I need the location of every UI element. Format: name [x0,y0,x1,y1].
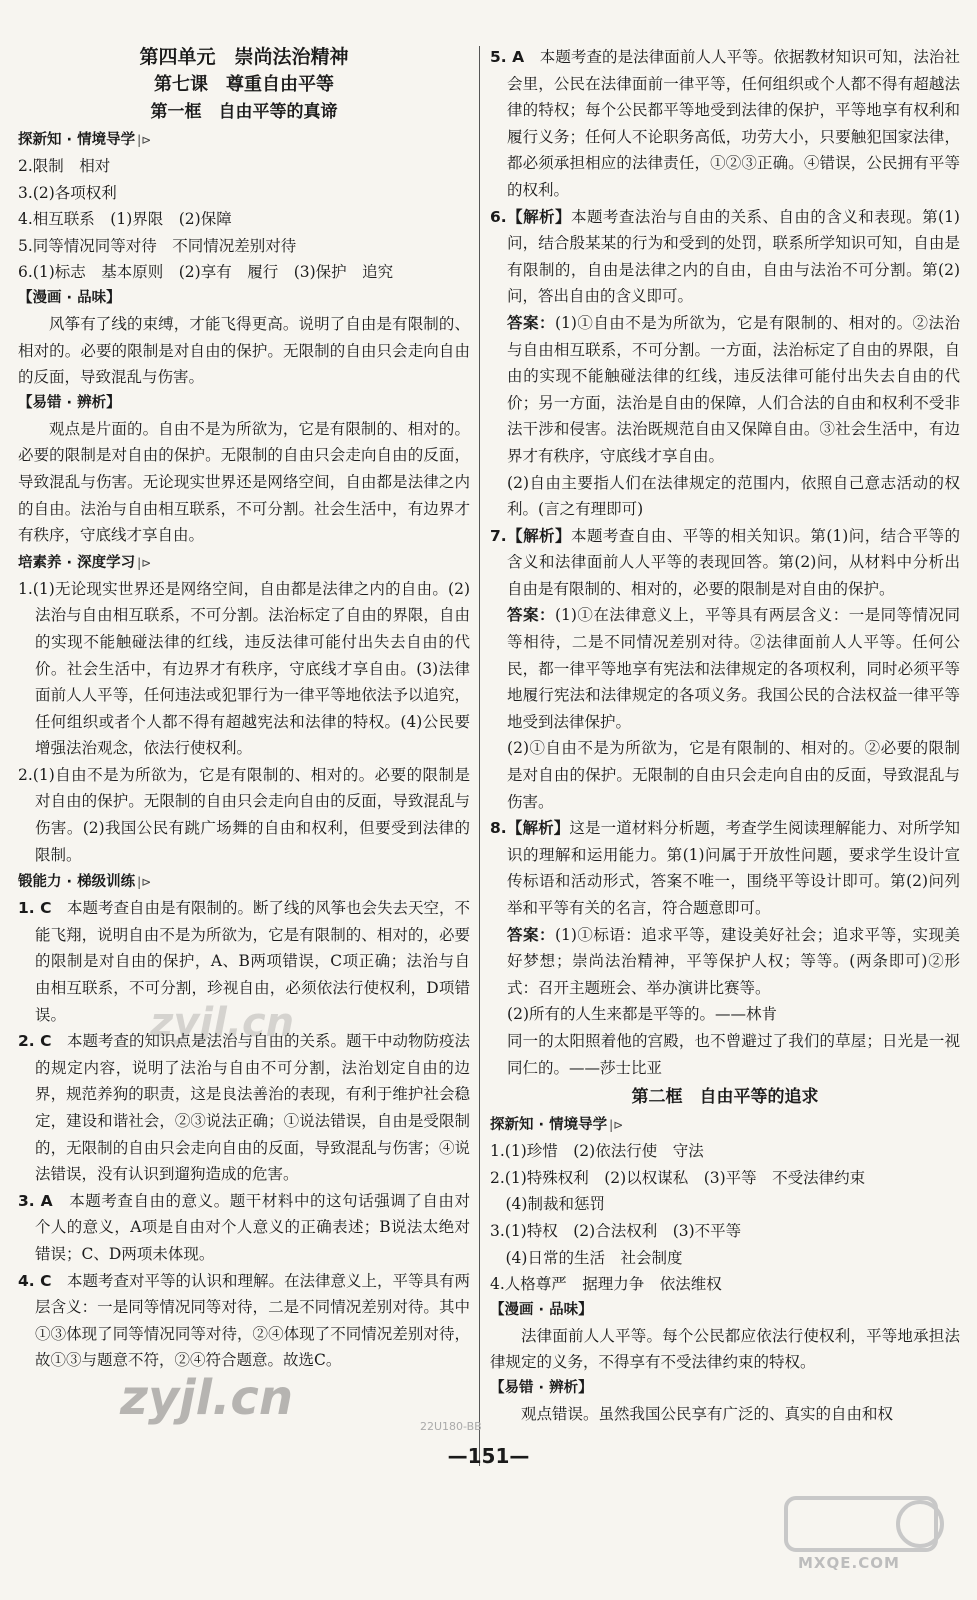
analysis-text: 本题考查法治与自由的关系、自由的含义和表现。第(1)问，结合殷某某的行为和受到的处罚，联系所学知识可知，自由是有限制的，自由是法律之内的自由，自由与法治不可分割。第(2)问，答出自由的含义即可。 [507,207,960,306]
list-item: 4.人格尊严 据理力争 依法维权 [490,1275,722,1294]
answer-text: (1)①标语：追求平等，建设美好社会；追求平等，实现美好梦想；崇尚法治精神，平等保护人权；等等。(两条即可)②形式：召开主题班会、举办演讲比赛等。 [507,925,960,997]
frame-title: 第二框 自由平等的追求 [631,1087,819,1108]
section-heading [18,870,470,895]
unit-title: 第四单元 崇尚法治精神 [139,46,349,68]
answer-item [490,204,960,310]
logo-badge-icon [780,1488,960,1558]
answer-text: (2)所有的人生来都是平等的。——林肯 [507,1005,778,1024]
list-item: 1.(1)珍惜 (2)依法行使 守法 [490,1142,704,1161]
answer-label: 答案： [507,606,555,625]
list-item: (4)日常的生活 社会制度 [490,1248,683,1267]
watermark-logo [780,1488,960,1588]
answer-text: 本题考查自由是有限制的。断了线的风筝也会失去天空，不能飞翔，说明自由不是为所欲为，它是有限制的、相对的，必要的限制是对自由的保护，A、B两项错误，C项正确；法治与自由相互联系，不可分割，珍视自由，必须依法行使权利，D项错误。 [35,899,470,1024]
yicuo-text: 观点错误。虽然我国公民享有广泛的、真实的自由和权 [521,1404,894,1423]
analysis-tag: 【解析】 [506,819,570,838]
right-column [490,44,960,1428]
answer-number: 1. C [18,899,52,918]
manhua-text: 风筝有了线的束缚，才能飞得更高。说明了自由是有限制的、相对的。必要的限制是对自由的保护。无限制的自由只会走向自由的反面，导致混乱与伤害。 [18,314,470,387]
answer-number: 5. A [490,48,525,66]
answer-item [490,44,960,204]
section-heading [18,128,470,153]
list-item: 3.(1)特权 (2)合法权利 (3)不平等 [490,1221,742,1240]
answer-text: 本题考查自由的意义。题干材料中的这句话强调了自由对个人的意义，A项是自由对个人意义的正确表述；B说法太绝对错误；C、D两项未体现。 [35,1191,470,1263]
analysis-tag: 【解析】 [506,526,571,545]
answer-item [18,1188,470,1268]
answer-label: 答案： [507,313,555,332]
page-titles [18,44,470,126]
watermark: zyjl.cn [150,1000,295,1046]
double-arrow-icon: |⊳ [137,133,152,147]
section-heading-text: 锻能力 · 梯级训练 [18,874,136,891]
lesson-title: 第七课 尊重自由平等 [154,74,334,95]
section-heading-text: 培素养 · 深度学习 [18,554,136,571]
answer-number: 4. C [18,1271,52,1290]
answer-item [490,523,960,603]
section-heading [490,1113,960,1138]
answer-text: (1)①自由不是为所欲为，它是有限制的、相对的。②法治与自由相互联系，不可分割。一方面，法治标定了自由的界限，自由的实现不能触碰法律的红线，违反法律可能付出失去自由的代价；另一方面，法治是自由的保障，人们合法的自由和权利不受非法干涉和侵害。法治既规范自由又保障自由。③社会生活中，有边界才有秩序，守底线才享自由。 [507,313,960,465]
footer-code: 22U180-BB [420,1420,482,1433]
answer-text: (2)①自由不是为所欲为，它是有限制的、相对的。②必要的限制是对自由的保护。无限制的自由只会走向自由的反面，导致混乱与伤害。 [507,739,960,811]
list-item: 1.(1)无论现实世界还是网络空间，自由都是法律之内的自由。(2)法治与自由相互联系，不可分割。法治标定了自由的界限，自由的实现不能触碰法律的红线，违反法律可能付出失去自由的代价。社会生活中，有边界才有秩序，守底线才享自由。(3)法律面前人人平等，任何违法或犯罪行为一律平等地依法予以追究，任何组织或者个人都不得有超越宪法和法律的特权。(4)公民要增强法治观念，依法行使权利。 [18,579,470,758]
watermark: zyjl.cn [120,1370,293,1426]
answer-item [18,895,470,1028]
page-number: —151— [447,1444,530,1468]
list-item: 3.(2)各项权利 [18,183,117,202]
double-arrow-icon: |⊳ [137,875,152,890]
logo-text: MXQE.COM [798,1554,900,1572]
list-item: 2.限制 相对 [18,157,111,175]
manhua-heading: 【漫画 · 品味】 [490,1301,593,1318]
frame-title: 第一框 自由平等的真谛 [150,102,338,122]
section-heading [18,551,470,576]
list-item: 5.同等情况同等对待 不同情况差别对待 [18,236,297,255]
yicuo-heading: 【易错 · 辨析】 [490,1379,593,1396]
analysis-tag: 【解析】 [506,207,571,226]
answer-item [18,1268,470,1374]
answer-number: 6. [490,207,507,226]
section-heading-text: 探新知 · 情境导学 [18,132,136,148]
manhua-heading: 【漫画 · 品味】 [18,289,121,306]
list-item: 2.(1)特殊权利 (2)以权谋私 (3)平等 不受法律约束 [490,1168,866,1187]
analysis-text: 这是一道材料分析题，考查学生阅读理解能力、对所学知识的理解和运用能力。第(1)问属于开放性问题，要求学生设计宣传标语和活动形式，答案不唯一，围绕平等设计即可。第(2)问列举和平等有关的名言，符合题意即可。 [507,819,960,917]
answer-text: (1)①在法律意义上，平等具有两层含义：一是同等情况同等相待，二是不同情况差别对待。②法律面前人人平等。任何公民，都一律平等地享有宪法和法律规定的各项权利，同时必须平等地履行宪法和法律规定的各项义务。我国公民的合法权益一律平等地受到法律保护。 [507,606,960,731]
answer-block [490,922,960,1002]
answer-number: 3. A [18,1191,53,1210]
list-item: 6.(1)标志 基本原则 (2)享有 履行 (3)保护 追究 [18,263,394,282]
answer-text: 本题考查的是法律面前人人平等。依据教材知识可知，法治社会里，公民在法律面前一律平等，任何组织或个人都不得有超越法律的特权；每个公民都平等地受到法律的保护，平等地享有权利和履行义务；任何人不论职务高低，功劳大小，只要触犯国家法律，都必须承担相应的法律责任，①②③正确。④错误，公民拥有平等的权利。 [507,48,960,199]
answer-number: 2. C [18,1032,52,1051]
double-arrow-icon: |⊳ [609,1118,624,1133]
answer-label: 答案： [507,925,555,944]
answer-text: 本题考查的知识点是法治与自由的关系。题干中动物防疫法的规定内容，说明了法治与自由不可分割，法治划定自由的边界，规范养狗的职责，这是良法善治的表现，有利于维护社会稳定，建设和谐社会，②③说法正确；①说法错误，自由是受限制的，无限制的自由只会走向自由的反面，导致混乱与伤害；④说法错误，没有认识到遛狗造成的危害。 [35,1032,470,1184]
answer-block [490,602,960,735]
list-item: 4.相互联系 (1)界限 (2)保障 [18,210,232,229]
yicuo-heading: 【易错 · 辨析】 [18,394,121,411]
answer-item [18,1028,470,1188]
section-heading-text: 探新知 · 情境导学 [490,1117,608,1134]
double-arrow-icon: |⊳ [137,555,152,570]
answer-block [490,310,960,470]
left-column [18,44,470,1374]
manhua-text: 法律面前人人平等。每个公民都应依法行使权利，平等地承担法律规定的义务，不得享有不受法律约束的特权。 [490,1326,960,1372]
column-divider [479,46,480,1466]
answer-text: (2)自由主要指人们在法律规定的范围内，依照自己意志活动的权利。(言之有理即可) [507,473,960,519]
analysis-text: 本题考查自由、平等的相关知识。第(1)问，结合平等的含义和法律面前人人平等的表现回答。第(2)问，从材料中分析出自由是有限制的、相对的，必要的限制是对自由的保护。 [507,526,960,598]
answer-text: 本题考查对平等的认识和理解。在法律意义上，平等具有两层含义：一是同等情况同等对待，二是不同情况差别对待。其中①③体现了同等情况同等对待，②④体现了不同情况差别对待，故①③与题意不符，②④符合题意。故选C。 [35,1271,470,1370]
answer-number: 7. [490,526,507,545]
answer-text: 同一的太阳照着他的宫殿，也不曾避过了我们的草屋；日光是一视同仁的。——莎士比亚 [507,1031,960,1077]
list-item: (4)制裁和惩罚 [490,1195,605,1214]
yicuo-text: 观点是片面的。自由不是为所欲为，它是有限制的、相对的。必要的限制是对自由的保护。无限制的自由只会走向自由的反面，导致混乱与伤害。无论现实世界还是网络空间，自由都是法律之内的自由。法治与自由相互联系，不可分割。社会生活中，有边界才有秩序，守底线才享自由。 [18,419,470,545]
answer-item [490,815,960,921]
answer-number: 8. [490,819,507,838]
list-item: 2.(1)自由不是为所欲为，它是有限制的、相对的。必要的限制是对自由的保护。无限制的自由只会走向自由的反面，导致混乱与伤害。(2)我国公民有跳广场舞的自由和权利，但要受到法律的限制。 [18,765,470,864]
